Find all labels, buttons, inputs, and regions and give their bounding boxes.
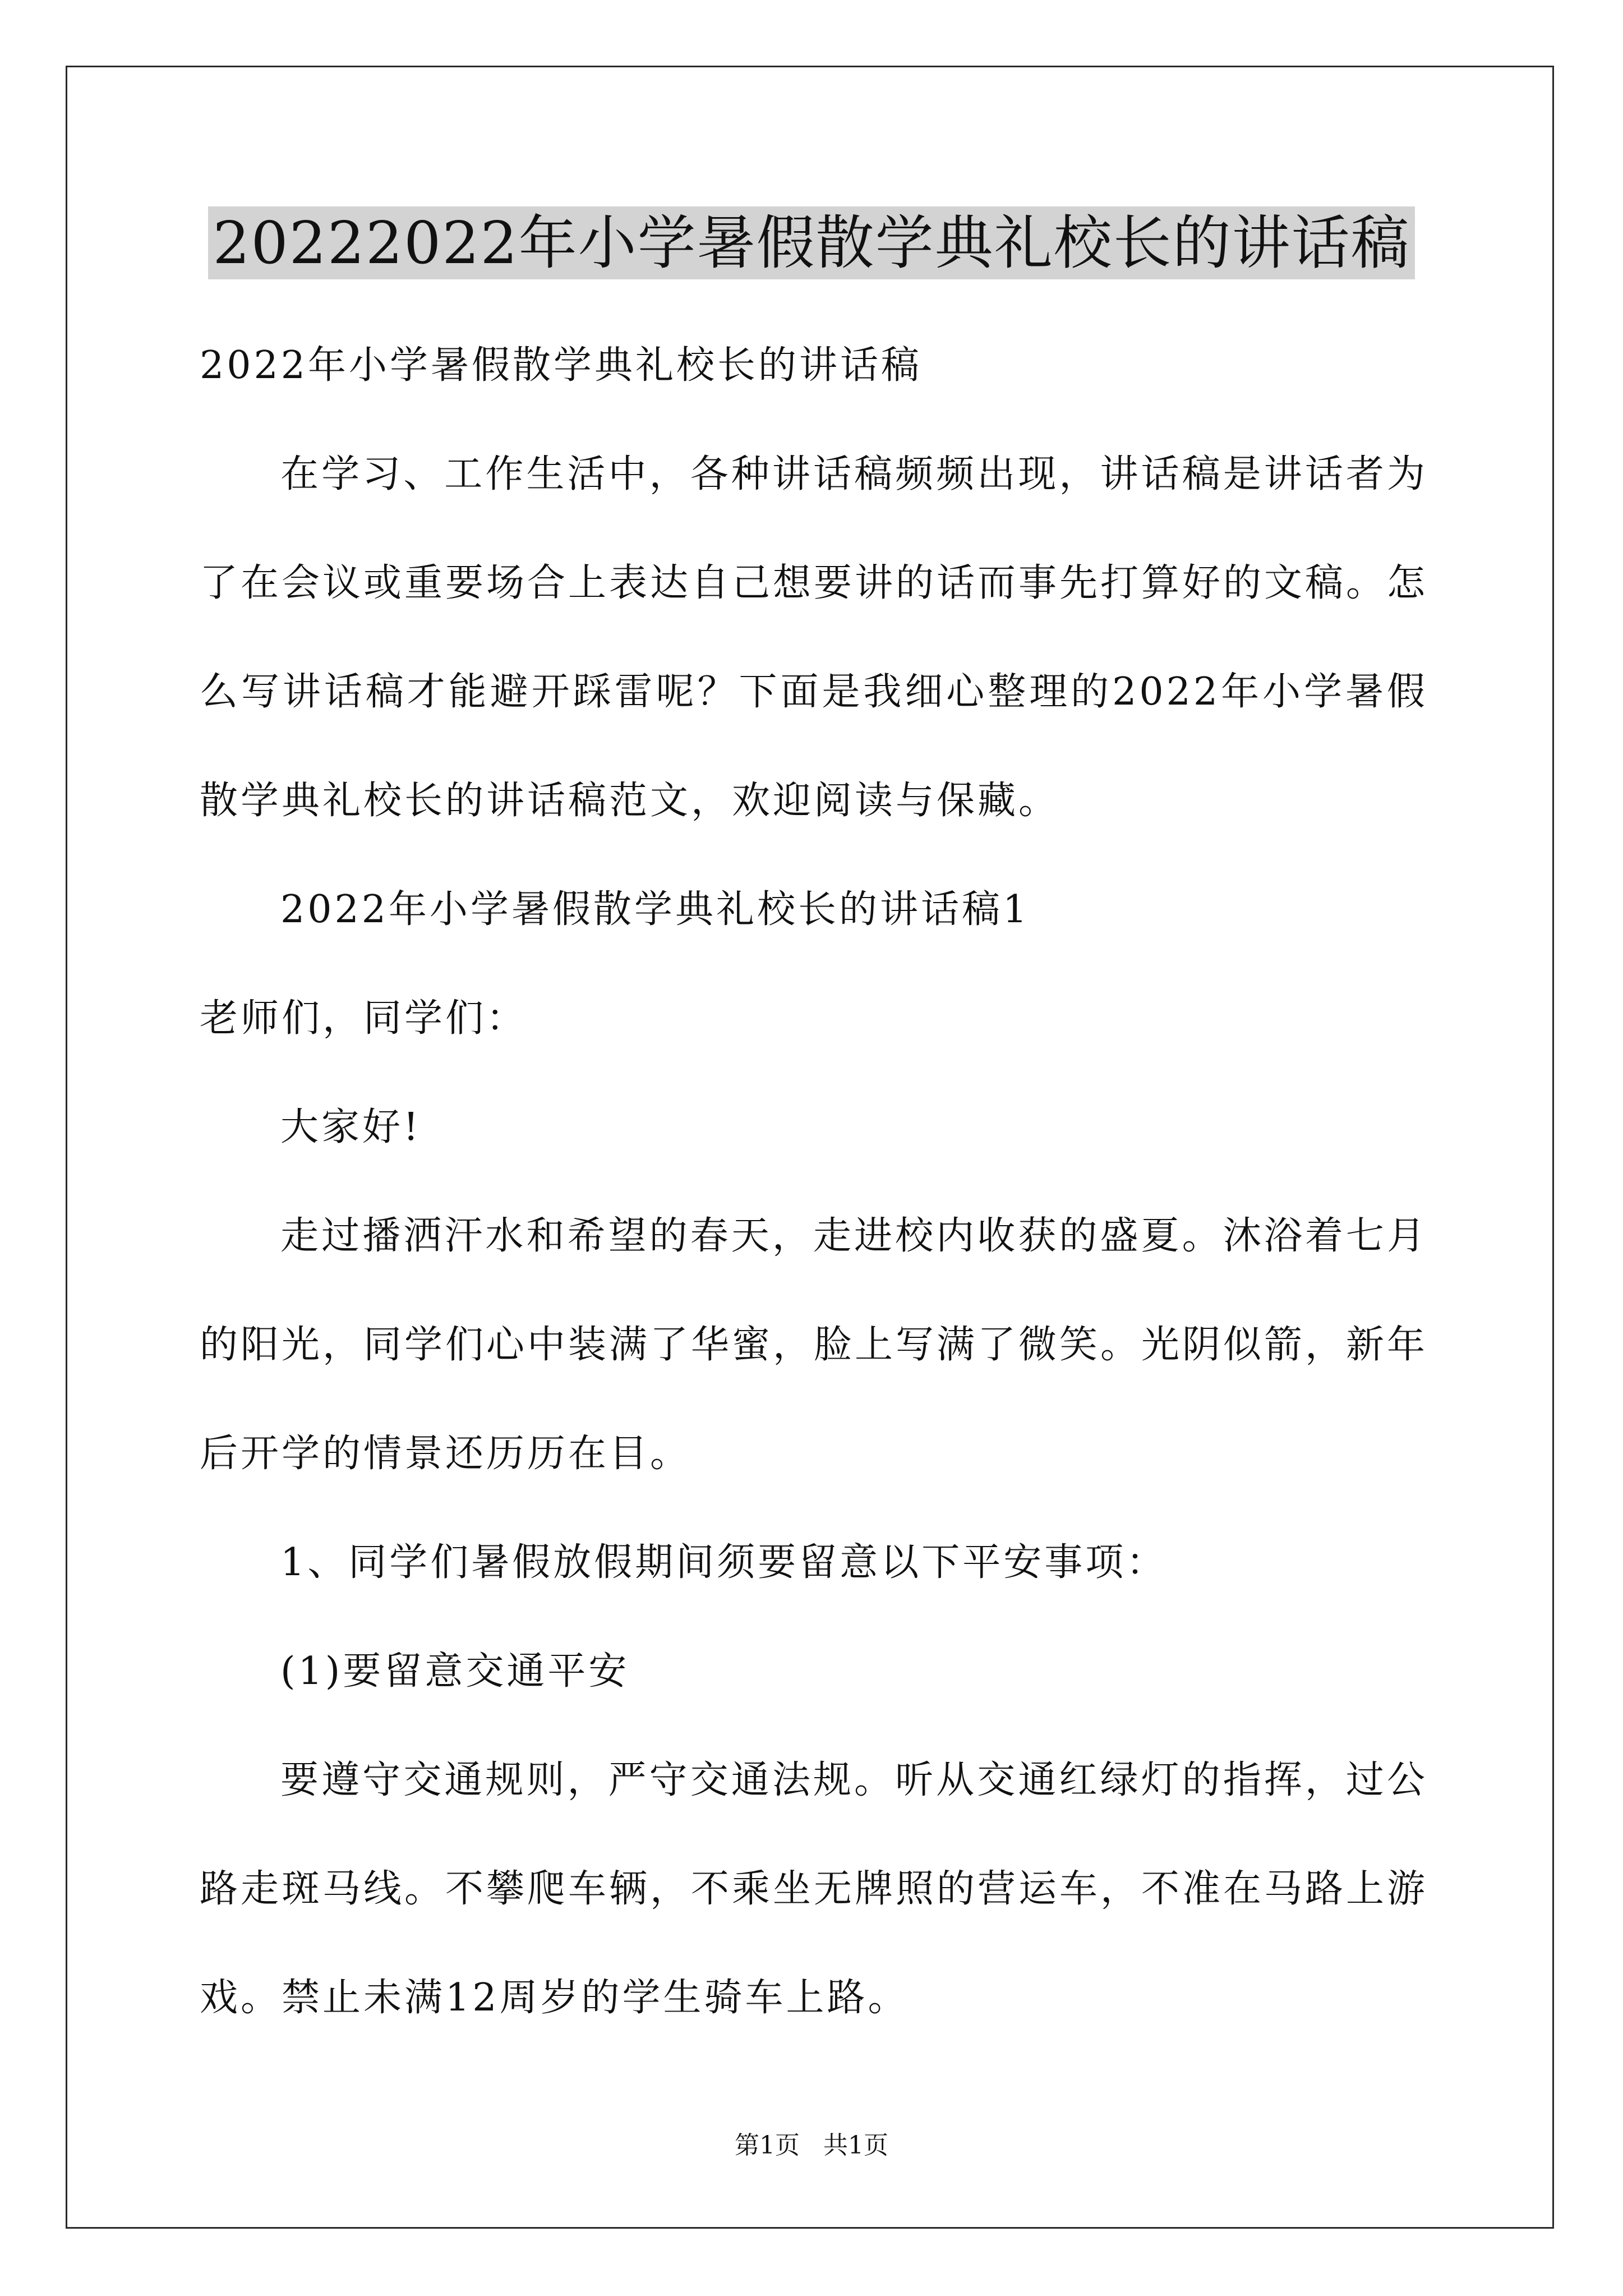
document-body bbox=[200, 311, 1428, 2053]
list-heading: 1、同学们暑假放假期间须要留意以下平安事项： bbox=[280, 1540, 1168, 1585]
subtitle-paragraph: 2022年小学暑假散学典礼校长的讲话稿 bbox=[200, 343, 923, 388]
page-number: 第1页 bbox=[735, 2131, 800, 2160]
body-paragraph: 要遵守交通规则，严守交通法规。听从交通红绿灯的指挥，过公路走斑马线。不攀爬车辆，不乘坐无牌照的营运车，不准在马路上游戏。禁止未满12周岁的学生骑车上路。 bbox=[200, 1758, 1428, 2020]
title-container bbox=[0, 206, 1623, 279]
page-footer bbox=[0, 2129, 1623, 2162]
intro-paragraph: 在学习、工作生活中，各种讲话稿频频出现，讲话稿是讲话者为了在会议或重要场合上表达自己想要讲的话而事先打算好的文稿。怎么写讲话稿才能避开踩雷呢？下面是我细心整理的2022年小学暑假散学典礼校长的讲话稿范文，欢迎阅读与保藏。 bbox=[200, 452, 1428, 823]
sub-heading: (1)要留意交通平安 bbox=[280, 1649, 630, 1694]
page-total: 共1页 bbox=[823, 2131, 888, 2160]
greeting: 大家好! bbox=[280, 1105, 422, 1149]
body-paragraph: 走过播洒汗水和希望的春天，走进校内收获的盛夏。沐浴着七月的阳光，同学们心中装满了华蜜，脸上写满了微笑。光阴似箭，新年后开学的情景还历历在目。 bbox=[200, 1214, 1428, 1476]
document-title: 20222022年小学暑假散学典礼校长的讲话稿 bbox=[208, 206, 1414, 279]
section-heading: 2022年小学暑假散学典礼校长的讲话稿1 bbox=[280, 887, 1030, 932]
salutation: 老师们，同学们： bbox=[200, 996, 528, 1041]
